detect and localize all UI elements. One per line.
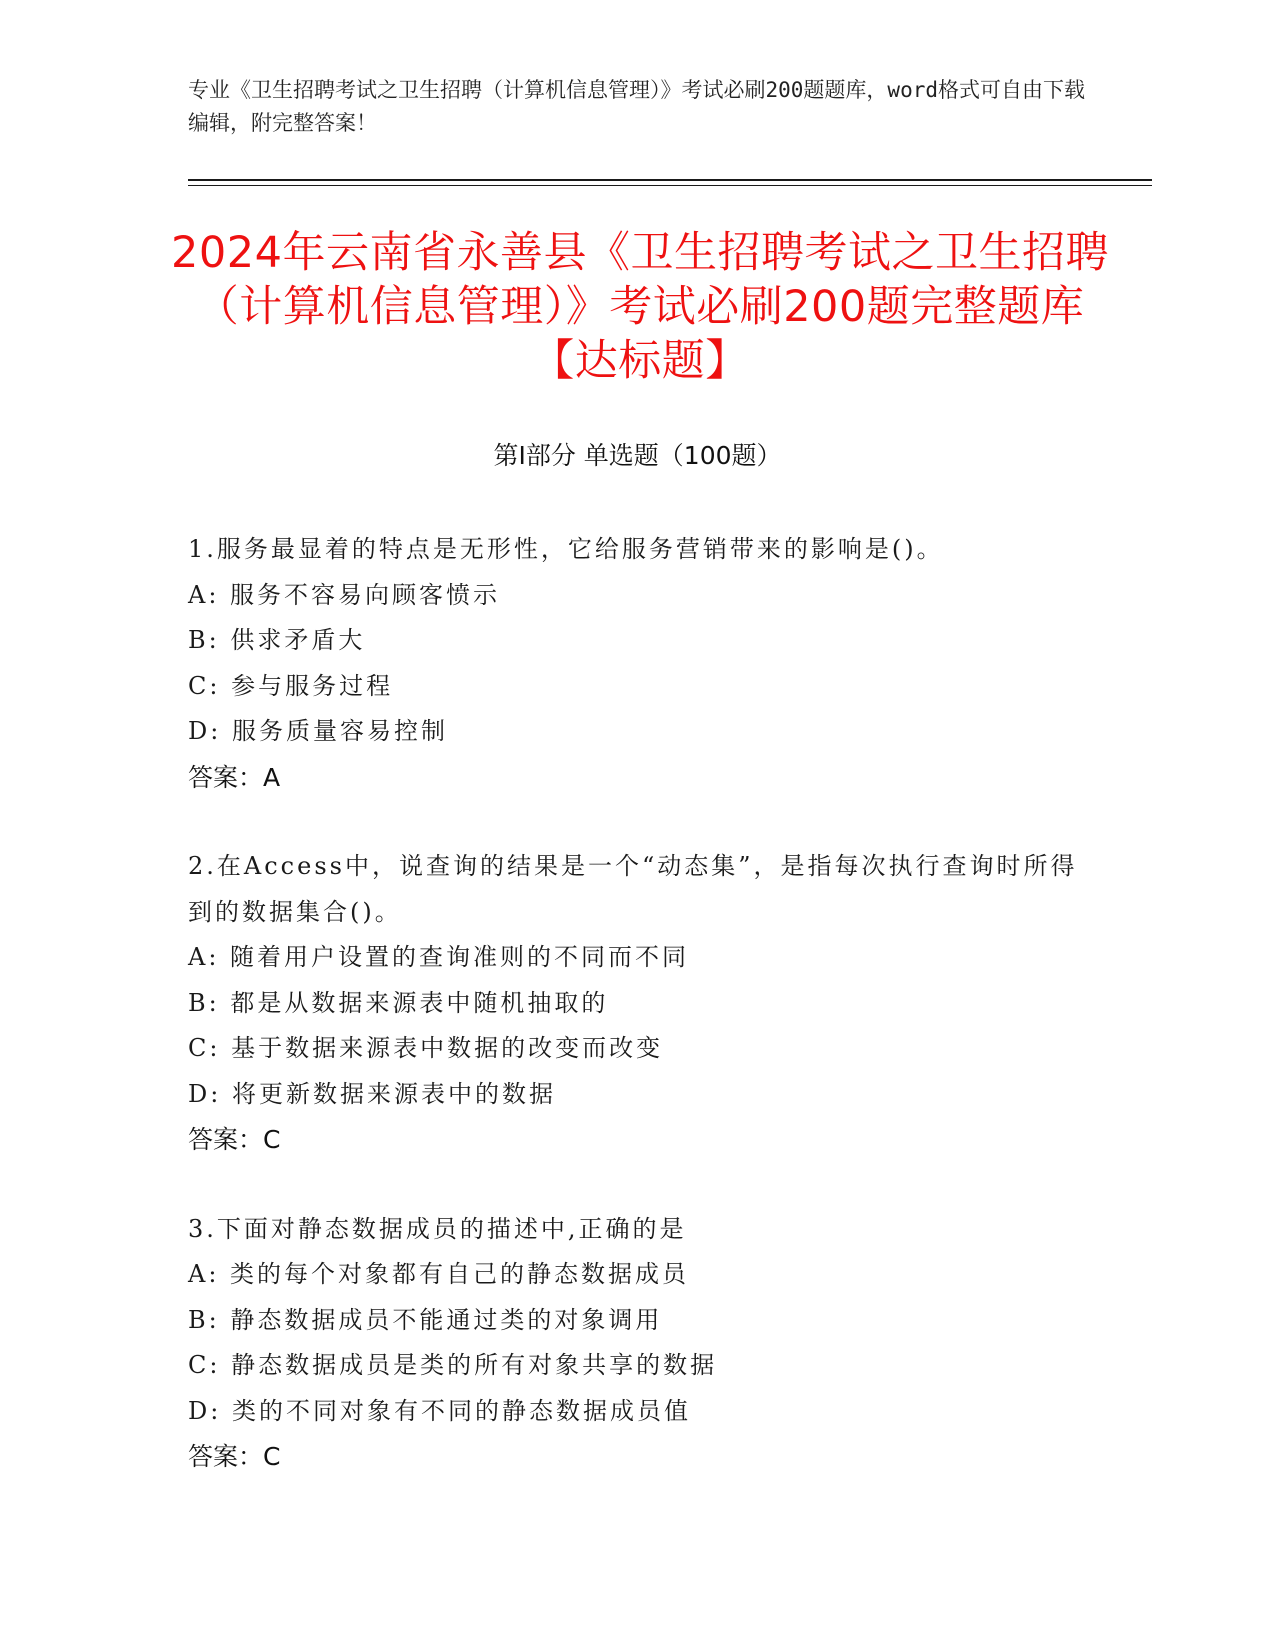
question-list: [188, 527, 1088, 1524]
question-stem: 3.下面对静态数据成员的描述中,正确的是: [188, 1214, 687, 1243]
document-title: 2024年云南省永善县《卫生招聘考试之卫生招聘（计算机信息管理）》考试必刷200题完整题库【达标题】: [171, 228, 1109, 386]
question-stem: 1.服务最显着的特点是无形性，它给服务营销带来的影响是()。: [188, 535, 944, 563]
option-d: D: 将更新数据来源表中的数据: [188, 1079, 556, 1108]
header-divider-thin: [188, 185, 1152, 186]
header-divider-thick: [188, 179, 1152, 181]
option-b: B: 静态数据成员不能通过类的对象调用: [188, 1305, 663, 1334]
option-a: A: 类的每个对象都有自己的静态数据成员: [188, 1260, 690, 1288]
question-item: [188, 844, 1088, 1163]
option-b: B: 供求矛盾大: [188, 626, 366, 654]
option-d: D: 类的不同对象有不同的静态数据成员值: [188, 1396, 691, 1425]
option-c: C: 静态数据成员是类的所有对象共享的数据: [188, 1351, 718, 1379]
option-a: A: 服务不容易向顾客愤示: [188, 580, 501, 609]
option-d: D: 服务质量容易控制: [188, 717, 448, 745]
answer-label: 答案：C: [188, 1125, 281, 1154]
option-c: C: 基于数据来源表中数据的改变而改变: [188, 1034, 664, 1062]
header-note: 专业《卫生招聘考试之卫生招聘（计算机信息管理）》考试必刷200题题库，word格式可自由下载编辑，附完整答案！: [188, 78, 1085, 135]
answer-label: 答案：C: [188, 1442, 281, 1471]
option-b: B: 都是从数据来源表中随机抽取的: [188, 988, 609, 1017]
question-item: [188, 527, 1088, 800]
answer-label: 答案：A: [188, 762, 281, 792]
question-stem: 2.在Access中，说查询的结果是一个“动态集”，是指每次执行查询时所得到的数据集合()。: [188, 852, 1078, 926]
section-heading: 第Ⅰ部分 单选题（100题）: [493, 441, 782, 470]
question-item: [188, 1207, 1088, 1480]
option-a: A: 随着用户设置的查询准则的不同而不同: [188, 943, 690, 971]
option-c: C: 参与服务过程: [188, 671, 394, 700]
